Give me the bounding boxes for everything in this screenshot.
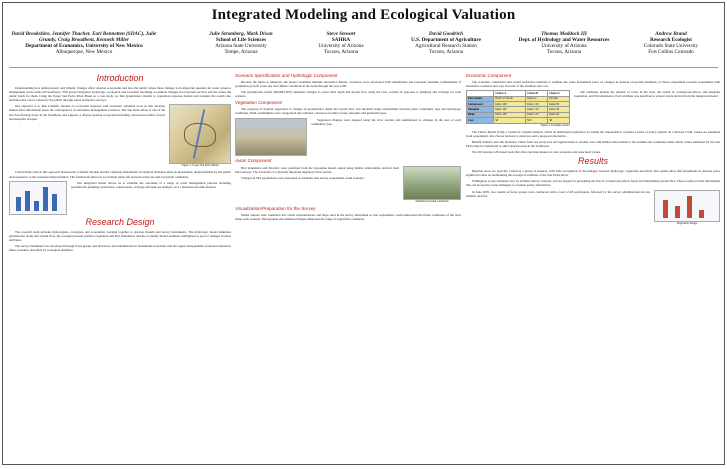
table-cell: $0 — [548, 118, 570, 123]
paragraph: Vegetation changes were mapped along the river reaches and summarized as changes in the area of each community type. — [311, 117, 461, 126]
section-title-results: Results — [577, 156, 608, 167]
paragraph: Understanding how anthropogenic and climatic changes affect riparian ecosystems and how the public values these changes is an important question for water resource management in the semi-arid Southwest. This project integrates hydrologic, ecological and economic modeling to estimate changes in ecosystem services and the values the public holds for them. Using the Upper San Pedro River Basin as a case study, we link groundwater models to vegetation response models and translate the results into attributes that can be valued by the public through stated preference surveys. — [9, 86, 231, 103]
author-names: Steve Stewart — [326, 31, 356, 37]
table-cell: Decline — [548, 96, 570, 101]
author-place: Albuquerque, New Mexico — [55, 49, 113, 55]
figure-caption: Simulated riparian conditions — [415, 199, 449, 203]
choice-table-figure — [466, 90, 570, 128]
author-place: University of Arizona — [318, 43, 364, 49]
figure-row — [235, 118, 461, 156]
section-title-avian: Avian Component — [235, 157, 272, 163]
table-cell: Index 85 — [548, 112, 570, 117]
header-divider — [9, 67, 718, 68]
paragraph: Critical links exist in this approach between the scientific models and the valuation instruments. Ecological attributes must be measurable, understandable by the public and responsive to the scenarios being modeled. The framework allows us to evaluate trade-offs between water use and ecosystem conditions. — [9, 170, 231, 179]
poster-title: Integrated Modeling and Ecological Valuation — [211, 7, 516, 23]
choice-table — [466, 90, 570, 123]
figure-row — [9, 104, 231, 168]
paragraph: The research team includes hydrologists, ecologists, and economists working together to develop models and survey instruments. The hydrologic model simulates groundwater levels and stream flow; the ecological model predicts vegetation and bird abundance; and the economic model estimates willingness to pay for changes in these attributes. — [9, 229, 231, 242]
paragraph: We will develop GIS-based tools that allow decision makers to view scenarios and associated values. — [472, 150, 601, 155]
author-org: School of Life Sciences — [215, 37, 267, 43]
author-names: Julie Stromberg, Mark Dixon — [209, 31, 273, 37]
table-cell: $0 — [494, 118, 526, 123]
figure-row — [9, 181, 231, 215]
paragraph: Our objective is to link scientific models of ecosystem response with economic valuation tools so that decision makers have information about the consequences of alternative management scenarios. The San Pedro River is one of the last free-flowing rivers in the Southwest and supports a diverse riparian ecosystem including cottonwood-willow forests and mesquite bosques. — [9, 104, 165, 121]
paragraph: The Choice Model (CM), a variant of conjoint analysis, elicits an individual's preference by asking the respondent to consider a series of policy options. In a discrete CVM, values are estimated from respondents who choose between a status quo and a proposed alternative. — [466, 129, 720, 138]
table-cell: Index 80 — [548, 102, 570, 107]
author-place: Tucson, Arizona — [428, 49, 464, 55]
table-cell: Mesquite — [467, 107, 494, 112]
affiliation-hwr — [509, 31, 619, 55]
affiliations — [9, 31, 718, 65]
table-cell: Index 115 — [526, 112, 548, 117]
author-place: University of Arizona — [541, 43, 587, 49]
paragraph: Our integrated model allows us to examine the outcomes of a range of water management policies including groundwater pumping restrictions, conservation, recharge and land use changes over a multi-decade time horizon. — [71, 180, 231, 189]
table-cell: Cost — [467, 118, 494, 123]
author-names: David Brookshire, Jennifer Thacher, Earl Bennetten (SDAC), Julie Grundy, Craig Broadbent, Kenneth Miller — [11, 31, 157, 43]
affiliation-usda — [391, 31, 501, 55]
section-title-vegetation: Vegetation Component — [235, 100, 282, 106]
figure-map — [169, 104, 231, 168]
section-title-scenario: Scenario Specification and Hydrologic Component — [235, 73, 338, 78]
author-place: Tempe, Arizona — [224, 49, 258, 55]
paragraph: Riparian areas are typically valued as a group of features, with little recognition of the linkages between hydrology, vegetation and birds. Our results show that households in Arizona place significant value on maintaining the ecological attributes of the San Pedro River. — [466, 169, 720, 178]
author-place: Tucson, Arizona — [546, 49, 582, 55]
table-cell: $50 — [526, 118, 548, 123]
poster — [2, 2, 725, 465]
paragraph: Bird abundance and diversity were predicted from the vegetation model output using habitat relationships derived from field surveys. The San Pedro is a globally important migratory bird corridor. — [235, 165, 399, 174]
table-cell: Birds — [467, 112, 494, 117]
paragraph: In June 2005, two rounds of focus groups were conducted with a total of 48 participants, followed by the survey administration in late summer and fall. — [466, 189, 650, 198]
table-row — [467, 118, 570, 123]
affiliation-unm — [9, 31, 159, 55]
figure-row — [466, 190, 720, 226]
results-chart-image — [654, 190, 720, 222]
table-header: Choice A — [494, 91, 526, 96]
author-org: Research Ecologist — [650, 37, 692, 43]
paragraph: The attributes include the amount of water in the river, the extent of cottonwood-willow and mesquite vegetation, and bird abundance. Each attribute was described at several levels derived from the integrated model. — [574, 90, 720, 99]
table-header: Choice C — [548, 91, 570, 96]
author-org: SAHRA — [331, 37, 351, 43]
table-cell: Flow Status — [467, 96, 494, 101]
column-right — [466, 71, 720, 228]
figure-caption: Figure 3. Example Choice — [540, 123, 570, 127]
basin-map-image — [169, 104, 231, 164]
figure-photo — [403, 166, 461, 204]
table-header: Choice B — [526, 91, 548, 96]
table-cell: Cottonwood — [467, 102, 494, 107]
riparian-photo-image — [235, 118, 307, 156]
table-cell: Index 110 — [526, 107, 548, 112]
author-names: Thomas Maddock III — [541, 31, 587, 37]
table-cell: Index 90 — [548, 107, 570, 112]
paragraph: The groundwater model (MODFLOW) simulates changes in water table depth and stream flow along the river corridor in response to pumping and recharge for each scenario. — [235, 90, 461, 99]
author-org: U.S. Department of Agriculture — [411, 37, 481, 43]
table-cell: Improve — [526, 96, 548, 101]
figure-chart — [654, 190, 720, 226]
author-place: Tucson, Arizona — [323, 49, 359, 55]
table-cell: Index 120 — [526, 102, 548, 107]
affiliation-sahra — [299, 31, 383, 55]
section-title-introduction: Introduction — [96, 73, 144, 83]
section-title-visualization: Visualization/Preparation for the Survey — [235, 205, 316, 211]
paragraph: Because the future is unknown, the project examines multiple alternative futures. Scenarios were developed with stakeholders and represent plausible combinations of population growth, water use and climate conditions in the basin through the year 2100. — [235, 80, 461, 89]
table-cell: Hold at Current — [494, 96, 526, 101]
vegetation-chart-image — [9, 181, 67, 215]
paragraph: Changes in bird populations were expressed as attributes that survey respondents could evaluate. — [241, 175, 365, 180]
paragraph: Willingness to pay estimates vary by attribute and by scenario, and are largest for preventing the loss of cottonwood-willow forest and maintaining stream flow. These results provide information that can be used by water managers to evaluate policy alternatives. — [466, 179, 720, 188]
paragraph: The response of riparian vegetation to changes in groundwater depth and stream flow was modeled using relationships between plant community type and hydrologic conditions. Plant communities were categorized into wetland, cottonwood-willow forest, mesquite and grassland types. — [235, 107, 461, 116]
author-place: Fort Collins Colorado — [648, 49, 694, 55]
affiliation-csu — [625, 31, 717, 55]
table-cell: Index 100 — [494, 107, 526, 112]
author-org: Department of Economics, University of New Mexico — [25, 43, 143, 49]
paragraph: The survey instrument was developed through focus groups and interviews and administered to households in Arizona and the region. Respondents evaluated alternative future scenarios described by ecological attributes. — [9, 243, 231, 253]
author-names: Andrew Brand — [655, 31, 687, 37]
paragraph: Benefit Transfer uses the monetary values from one study area and applies them to another area with similar characteristics. We examine the conditions under which values estimated for the San Pedro may be transferred to other riparian areas in the Southwest. — [466, 139, 720, 148]
author-place: Agricultural Research Station — [415, 43, 477, 49]
author-place: Colorado State University — [643, 43, 699, 49]
affiliation-asu — [195, 31, 287, 55]
column-middle — [235, 71, 461, 223]
figure-row — [235, 166, 461, 204]
paragraph: The economic component uses stated preference methods to estimate the value households place on changes in riparian ecosystem attributes. A choice experiment presents respondents with alternative scenarios that vary in levels of the attributes and cost. — [466, 80, 720, 89]
figure-row — [466, 90, 720, 128]
author-org: Dept. of Hydrology and Water Resources — [518, 37, 610, 43]
paragraph: Model outputs were translated into visual representations and maps used in the survey instrument so that respondents could understand the future conditions of the river under each scenario. Photographs and simulated images illustrated the range of vegetation conditions. — [235, 212, 461, 221]
figure-caption: Figure 1. Upper San Pedro Basin — [181, 164, 219, 168]
table-cell: Index 100 — [494, 112, 526, 117]
figure-caption: Vegetation change — [676, 221, 698, 225]
table-cell: Index 100 — [494, 102, 526, 107]
column-left — [9, 71, 231, 254]
section-title-economic: Economic Component — [466, 73, 512, 78]
section-title-research-design: Research Design — [85, 216, 155, 227]
simulated-conditions-image — [403, 166, 461, 200]
author-place: Arizona State University — [215, 43, 267, 49]
author-names: David Goodrich — [428, 31, 464, 37]
